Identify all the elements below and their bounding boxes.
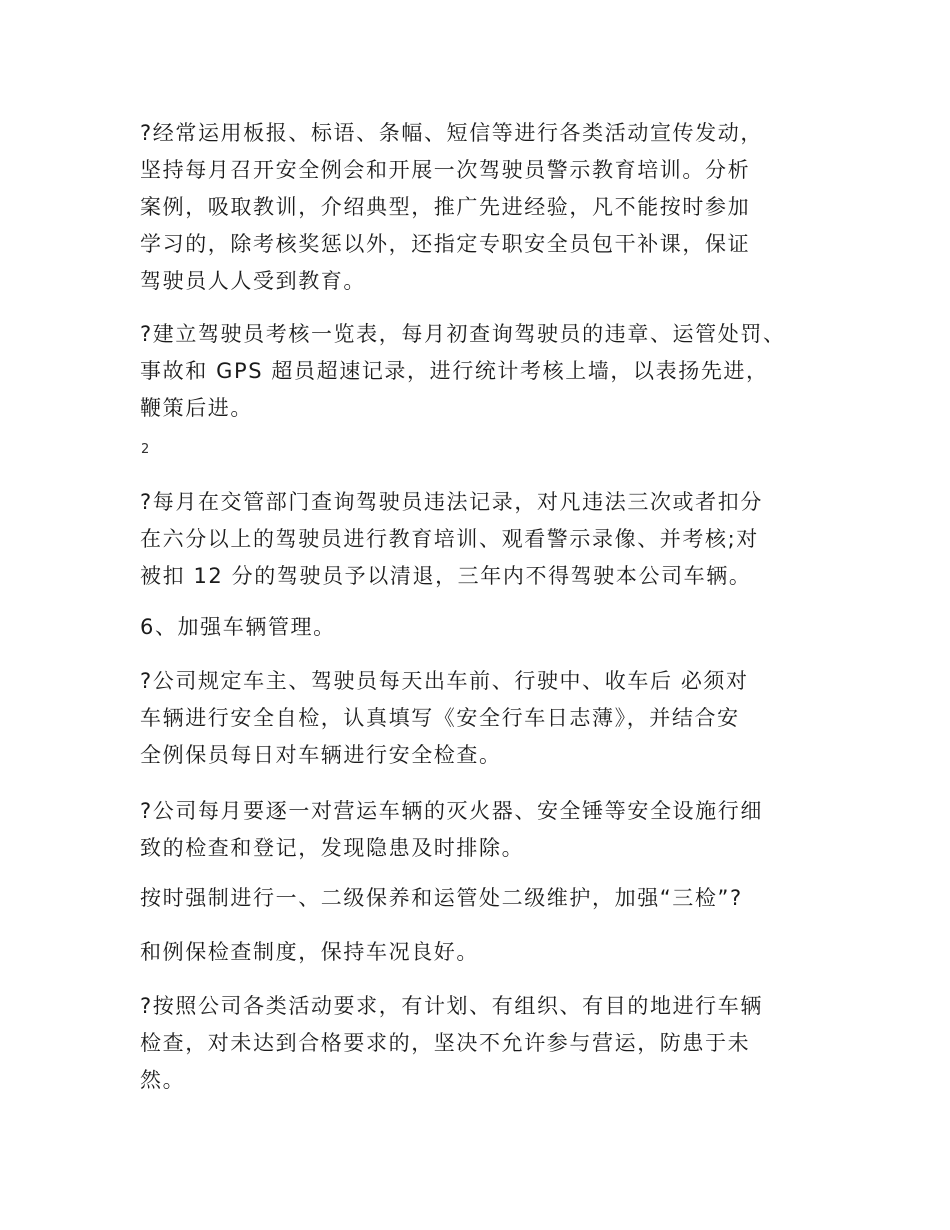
section-heading-vehicle-management: 6、加强车辆管理。: [140, 615, 336, 639]
page-number: 2: [141, 442, 150, 457]
paragraph-safety-equipment-check: ?公司每月要逐一对营运车辆的灭火器、安全锤等安全设施行细 致的检查和登记，发现隐患及时排除。: [140, 799, 763, 860]
paragraph-inspection-system: 和例保检查制度，保持车况良好。: [140, 940, 479, 964]
paragraph-maintenance: 按时强制进行一、二级保养和运管处二级维护，加强“三检”?: [140, 886, 743, 910]
paragraph-activity-inspection: ?按照公司各类活动要求，有计划、有组织、有目的地进行车辆 检查，对未达到合格要求的，坚决不允许参与营运，防患于未 然。: [140, 994, 763, 1092]
paragraph-driver-assessment: ?建立驾驶员考核一览表，每月初查询驾驶员的违章、运管处罚、 事故和 GPS 超员超速记录，进行统计考核上墙，以表扬先进， 鞭策后进。: [140, 322, 786, 420]
paragraph-traffic-violation-check: ?每月在交管部门查询驾驶员违法记录，对凡违法三次或者扣分 在六分以上的驾驶员进行教育培训、观看警示录像、并考核;对 被扣 12 分的驾驶员予以清退，三年内不得驾驶本公司车辆。: [140, 490, 763, 588]
paragraph-publicity-training: ?经常运用板报、标语、条幅、短信等进行各类活动宣传发动， 坚持每月召开安全例会和开展一次驾驶员警示教育培训。分析 案例，吸取教训，介绍典型，推广先进经验，凡不能按时参加 学习的，除考核奖惩以外，还指定专职安全员包干补课，保证 驾驶员人人受到教育。: [140, 121, 763, 293]
paragraph-vehicle-self-check: ?公司规定车主、驾驶员每天出车前、行驶中、收车后 必须对 车辆进行安全自检，认真填写《安全行车日志薄》，并结合安 全例保员每日对车辆进行安全检查。: [140, 669, 749, 767]
